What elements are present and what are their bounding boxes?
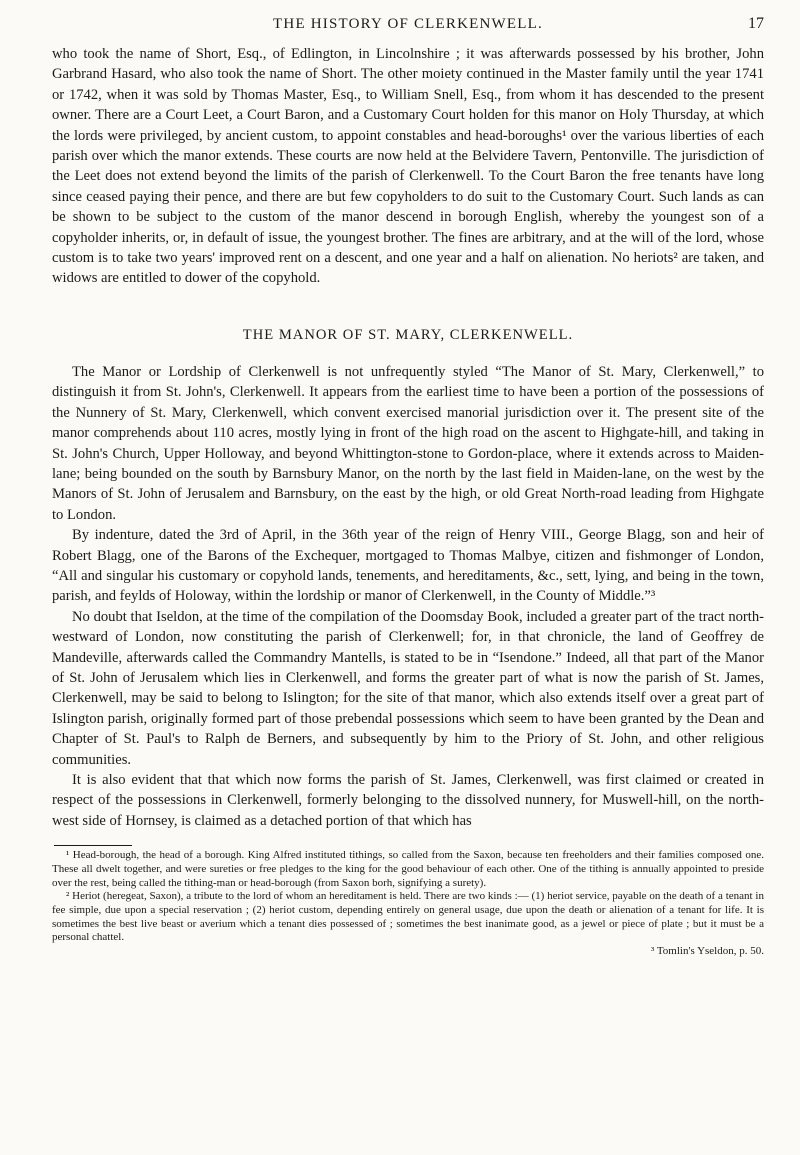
- paragraph-iseldon: No doubt that Iseldon, at the time of the compilation of the Doomsday Book, included a greater part of the tract north-westward of London, now constituting the parish of Clerkenwell; for, in that chronicle, the land of Geoffrey de Mandeville, afterwards called the Commandry Mantells, is stated to be in “Isendone.” Indeed, all that part of the Manor of St. John of Jerusalem which lies in Clerkenwell, and forms the greater part of what is now the parish of St. James, Clerkenwell, may be said to belong to Islington; for the site of that manor, which also extends itself over a great part of Islington parish, originally formed part of those prebendal possessions which seem to have been granted by the Dean and Chapter of St. Paul's to Ralph de Berners, and subsequently by him to the Priory of St. John, and other religious communities.: [52, 608, 764, 768]
- running-head: [52, 14, 764, 44]
- section-title: THE MANOR OF ST. MARY, CLERKENWELL.: [242, 326, 574, 343]
- footnote-tomlin: ³ Tomlin's Yseldon, p. 50.: [651, 945, 764, 958]
- paragraph-manor-lordship: The Manor or Lordship of Clerkenwell is not unfrequently styled “The Manor of St. Mary, Clerkenwell,” to distinguish it from St. John's, Clerkenwell. It appears from the earliest time to have been a portion of the possessions of the Nunnery of St. Mary, Clerkenwell, which convent exercised manorial jurisdiction over it. The present site of the manor comprehends about 110 acres, mostly lying in front of the high road on the ascent to Highgate-hill, and taking in St. John's Church, Upper Holloway, and beyond Whittington-stone to Gordon-place, where it extends across to Maiden-lane; being bounded on the south by Barnsbury Manor, on the north by the last field in Maiden-lane, on the west by the Manors of St. John of Jerusalem and Barnsbury, on the east by the high, or old Great North-road leading from Highgate to London.: [52, 363, 764, 523]
- page-number: 17: [748, 15, 764, 32]
- paragraph-st-james: It is also evident that that which now forms the parish of St. James, Clerkenwell, was first claimed or created in respect of the possessions in Clerkenwell, formerly belonging to the dissolved nunnery, for Muswell-hill, on the north-west side of Hornsey, is claimed as a detached portion of that which has: [52, 772, 764, 829]
- paragraph-manor-courts: who took the name of Short, Esq., of Edlington, in Lincolnshire ; it was afterwards possessed by his brother, John Garbrand Hasard, who also took the name of Short. The other moiety continued in the Master family until the year 1741 or 1742, when it was sold by Thomas Master, Esq., to William Snell, Esq., from whom it has descended to the present owner. There are a Court Leet, a Court Baron, and a Customary Court holden for this manor on Holy Thursday, at which the lords were privileged, by ancient custom, to appoint constables and head-boroughs¹ over the various liberties of each parish over which the manor extends. These courts are now held at the Belvidere Tavern, Pentonville. The jurisdiction of the Leet does not extend beyond the limits of the parish of Clerkenwell. To the Court Baron the free tenants have long since ceased paying their pence, and there are but few copyholders to do suit to the Customary Court. Such lands as can be shown to be subject to the custom of the manor descend in borough English, whereby the youngest son of a copyholder inherits, or, in default of issue, the youngest brother. The fines are arbitrary, and at the will of the lord, whose custom is to take two years' improved rent on a descent, and one year and a half on alienation. No heriots² are taken, and widows are entitled to dower of the copyhold.: [52, 46, 764, 287]
- footnote-heriot: ² Heriot (heregeat, Saxon), a tribute to the lord of whom an hereditament is held. There are two kinds :— (1) heriot service, payable on the death of a tenant in fee simple, due upon a special reservation ; (2) heriot custom, depending entirely on general usage, due upon the death or alienation of a tenant for life. It is sometimes the best live beast or averium which a tenant dies possessed of ; sometimes the best inanimate good, as a jewel or piece of plate ; but it must be a personal chattel.: [52, 890, 764, 944]
- book-page: [52, 14, 764, 959]
- paragraph-indenture: By indenture, dated the 3rd of April, in the 36th year of the reign of Henry VIII., George Blagg, son and heir of Robert Blagg, one of the Barons of the Exchequer, mortgaged to Thomas Malbye, citizen and fishmonger of London, “All and singular his customary or copyhold lands, tenements, and hereditaments, &c., sett, lying, and being in the town, parish, and feylds of Holoway, within the lordship or manor of Clerkenwell, in the County of Middle.”³: [52, 527, 764, 605]
- footnote-head-borough: ¹ Head-borough, the head of a borough. King Alfred instituted tithings, so called from the Saxon, because ten freeholders and their families composed one. These all dwelt together, and were sureties or free pledges to the king for the good behaviour of each other. One of the tithing is annually appointed to preside over the rest, being called the tithing-man or head-borough (from Saxon borh, signifying a surety).: [52, 849, 764, 889]
- running-title: THE HISTORY OF CLERKENWELL.: [273, 16, 543, 32]
- footnote-divider: [54, 845, 132, 846]
- footnotes: [52, 849, 764, 959]
